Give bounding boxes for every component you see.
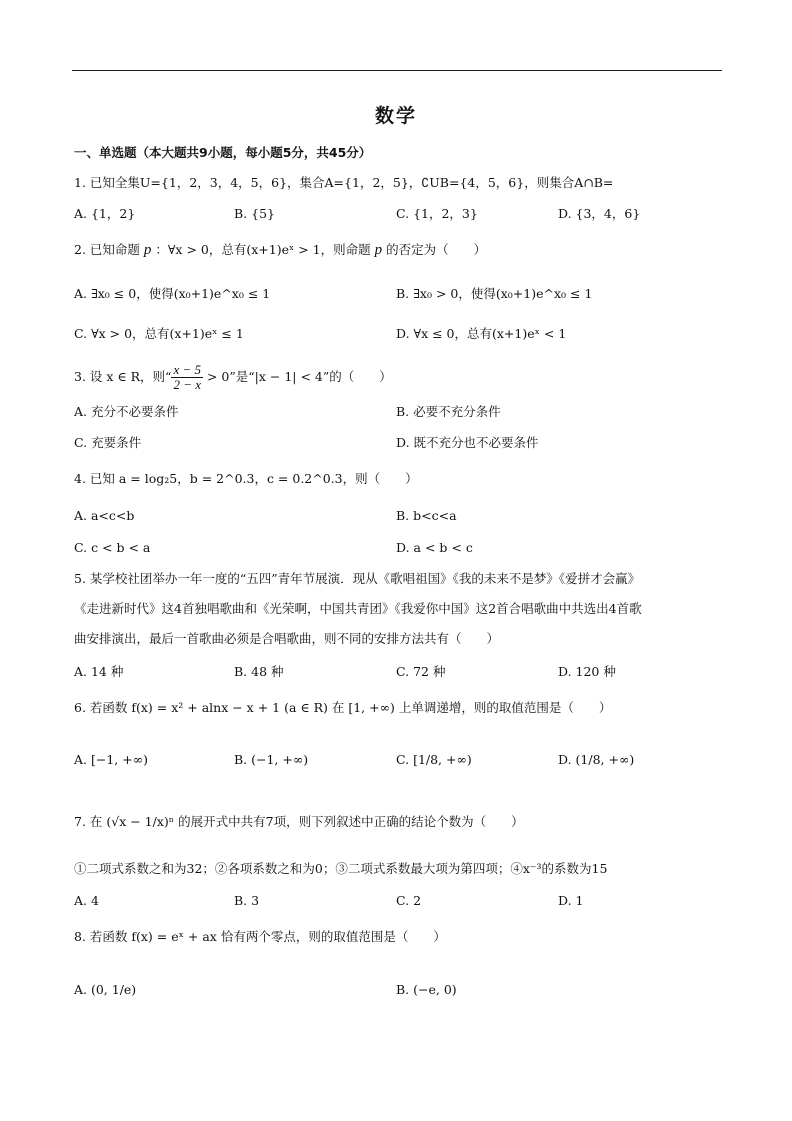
q7-option-a: A. 4 bbox=[74, 893, 99, 908]
q3-option-d: D. 既不充分也不必要条件 bbox=[396, 435, 539, 450]
q1-option-a: A. {1，2} bbox=[74, 206, 136, 221]
q4-option-d: D. a < b < c bbox=[396, 540, 473, 555]
q6-option-a: A. [−1, +∞) bbox=[74, 752, 148, 767]
q1-option-c: C. {1，2，3} bbox=[396, 206, 478, 221]
q2-option-d: D. ∀x ≤ 0，总有(x+1)eˣ < 1 bbox=[396, 326, 567, 341]
q5-line-2: 《走进新时代》这4首独唱歌曲和《光荣啊，中国共青团》《我爱你中国》这2首合唱歌曲中共选出4首歌 bbox=[74, 601, 642, 616]
q4-stem: 4. 已知 a = log₂5，b = 2^0.3，c = 0.2^0.3，则（ ） bbox=[74, 471, 418, 486]
q1-stem: 1. 已知全集U={1，2，3，4，5，6}，集合A={1，2，5}，∁UB={4，5，6}，则集合A∩B= bbox=[74, 175, 614, 190]
q4-option-c: C. c < b < a bbox=[74, 540, 151, 555]
q6-option-b: B. (−1, +∞) bbox=[234, 752, 309, 767]
q3-frac-num: x − 5 bbox=[173, 362, 201, 377]
q7-statements: ①二项式系数之和为32；②各项系数之和为0；③二项式系数最大项为第四项；④x⁻³的系数为15 bbox=[74, 861, 608, 876]
q2-stem-a: 2. 已知命题 bbox=[74, 242, 140, 257]
q3-stem bbox=[74, 362, 392, 392]
q2-option-c: C. ∀x > 0，总有(x+1)eˣ ≤ 1 bbox=[74, 326, 244, 341]
q4-option-b: B. b<c<a bbox=[396, 508, 457, 523]
q1-option-d: D. {3，4，6} bbox=[558, 206, 641, 221]
q7-stem: 7. 在 (√x − 1/x)ⁿ 的展开式中共有7项，则下列叙述中正确的结论个数为（ ） bbox=[74, 814, 524, 829]
q3-stem-a: 3. 设 x ∈ R，则“ bbox=[74, 369, 172, 384]
q2-option-b: B. ∃x₀ > 0，使得(x₀+1)e^x₀ ≤ 1 bbox=[396, 286, 593, 301]
page-title: 数学 bbox=[374, 105, 417, 127]
q1-option-b: B. {5} bbox=[234, 206, 275, 221]
q6-option-d: D. (1/8, +∞) bbox=[558, 752, 635, 767]
q5-line-1: 5. 某学校社团举办一年一度的“五四”青年节展演．现从《歌唱祖国》《我的未来不是梦》《爱拼才会赢》 bbox=[74, 571, 641, 586]
q8-stem: 8. 若函数 f(x) = eˣ + ax 恰有两个零点，则的取值范围是（ ） bbox=[74, 929, 446, 944]
section-heading: 一、单选题（本大题共9小题，每小题5分，共45分） bbox=[74, 145, 372, 160]
q3-fraction bbox=[171, 363, 203, 392]
q3-option-a: A. 充分不必要条件 bbox=[74, 404, 179, 419]
q2-p-2: p bbox=[374, 242, 383, 258]
q5-option-a: A. 14 种 bbox=[74, 664, 124, 679]
q4-option-a: A. a<c<b bbox=[74, 508, 135, 523]
q5-option-b: B. 48 种 bbox=[234, 664, 284, 679]
q2-stem bbox=[74, 240, 486, 260]
q5-option-c: C. 72 种 bbox=[396, 664, 446, 679]
q3-option-c: C. 充要条件 bbox=[74, 435, 142, 450]
q5-line-3: 曲安排演出，最后一首歌曲必须是合唱歌曲，则不同的安排方法共有（ ） bbox=[74, 631, 500, 646]
q2-stem-c: 的否定为（ ） bbox=[386, 242, 487, 257]
q3-option-b: B. 必要不充分条件 bbox=[396, 404, 501, 419]
q8-option-b: B. (−e, 0) bbox=[396, 982, 457, 997]
q6-option-c: C. [1/8, +∞) bbox=[396, 752, 472, 767]
q5-option-d: D. 120 种 bbox=[558, 664, 616, 679]
q7-option-b: B. 3 bbox=[234, 893, 260, 908]
q2-option-a: A. ∃x₀ ≤ 0，使得(x₀+1)e^x₀ ≤ 1 bbox=[74, 286, 271, 301]
q3-stem-b: > 0”是“|x − 1| < 4”的（ ） bbox=[206, 369, 392, 384]
q6-stem: 6. 若函数 f(x) = x² + alnx − x + 1 (a ∈ R) 在 [1, +∞) 上单调递增，则的取值范围是（ ） bbox=[74, 700, 612, 715]
q2-stem-b: ：∀x > 0，总有(x+1)eˣ > 1，则命题 bbox=[155, 242, 371, 257]
q3-frac-den: 2 − x bbox=[173, 377, 201, 392]
header-rule bbox=[72, 70, 722, 71]
q7-option-d: D. 1 bbox=[558, 893, 584, 908]
q7-option-c: C. 2 bbox=[396, 893, 422, 908]
q8-option-a: A. (0, 1/e) bbox=[74, 982, 137, 997]
q2-p: p bbox=[143, 242, 152, 258]
